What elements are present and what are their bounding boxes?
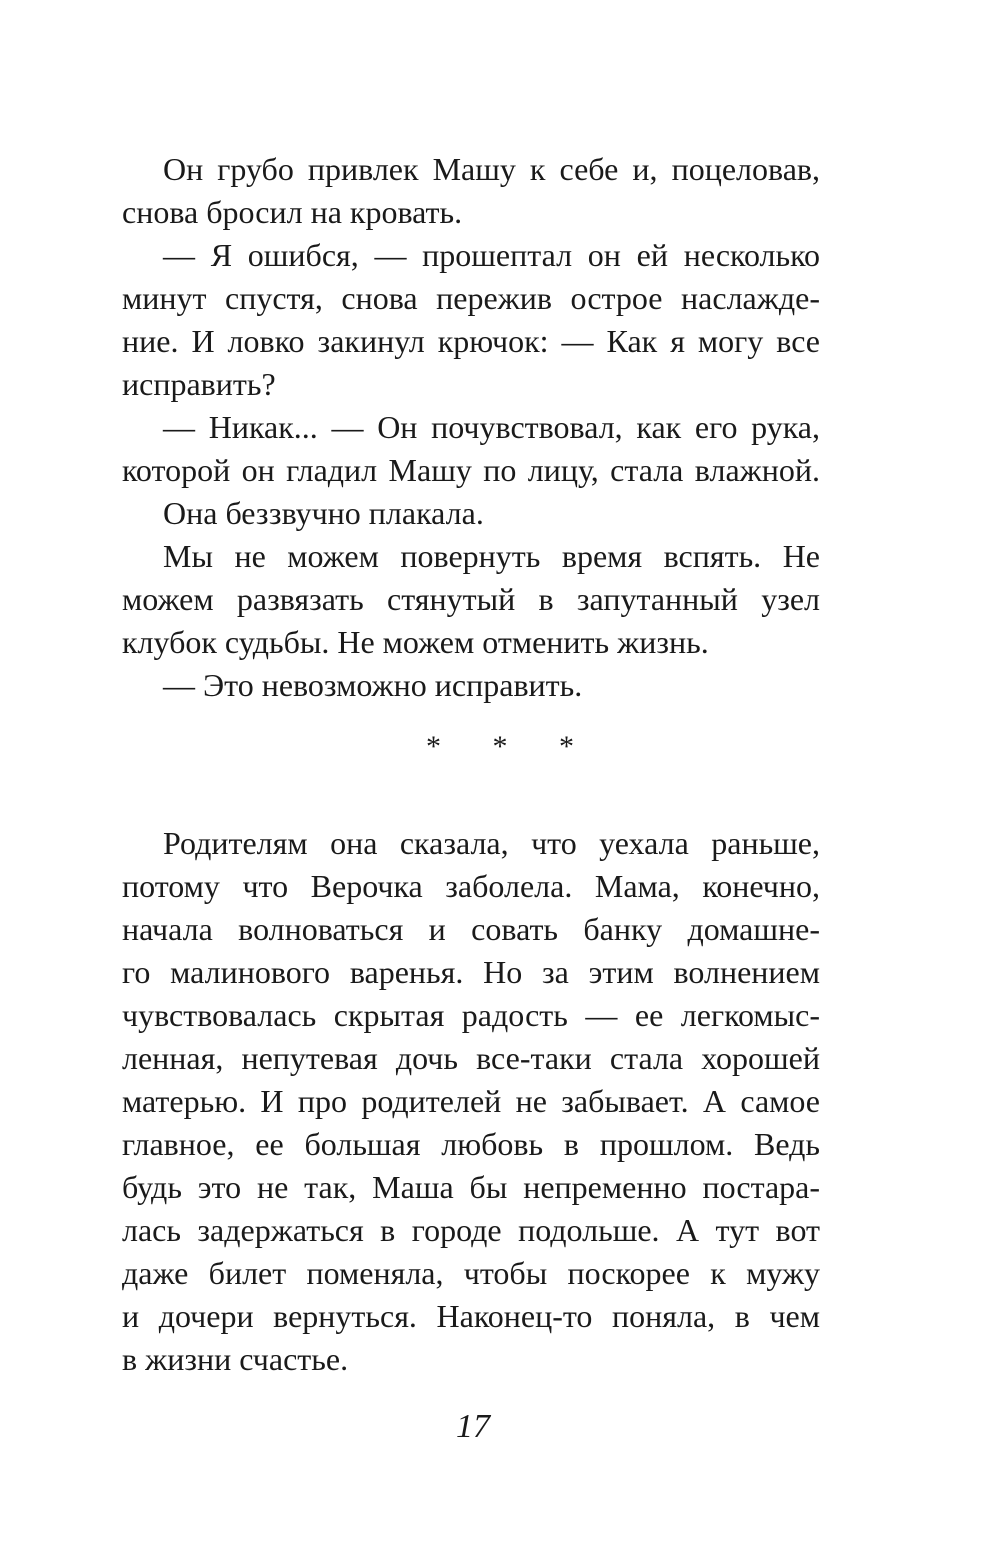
- section-separator: * * *: [426, 730, 596, 763]
- text-line: Она беззвучно плакала.: [163, 495, 484, 531]
- text-line: Родителям она сказала, что уехала раньше,: [163, 825, 820, 861]
- text-line: можем развязать стянутый в запутанный узел: [122, 581, 820, 617]
- text-line: лась задержаться в городе подольше. А тут вот: [122, 1212, 820, 1248]
- text-line: в жизни счастье.: [122, 1341, 349, 1377]
- text-line: ленная, непутевая дочь все-таки стала хорошей: [122, 1040, 820, 1076]
- text-line: — Никак... — Он почувствовал, как его рука,: [163, 409, 820, 445]
- text-line: которой он гладил Машу по лицу, стала влажной.: [122, 452, 820, 488]
- text-line: — Это невозможно исправить.: [163, 667, 583, 703]
- text-line: главное, ее большая любовь в прошлом. Ведь: [122, 1126, 820, 1162]
- text-line: ние. И ловко закинул крючок: — Как я могу все: [122, 323, 820, 359]
- text-line: будь это не так, Маша бы непременно постара-: [122, 1169, 820, 1205]
- text-line: — Я ошибся, — прошептал он ей несколько: [163, 237, 820, 273]
- text-line: Мы не можем повернуть время вспять. Не: [163, 538, 820, 574]
- text-line: клубок судьбы. Не можем отменить жизнь.: [122, 624, 709, 660]
- text-line: потому что Верочка заболела. Мама, конечно,: [122, 868, 820, 904]
- text-line: снова бросил на кровать.: [122, 194, 463, 230]
- text-line: го малинового варенья. Но за этим волнением: [122, 954, 820, 990]
- text-line: минут спустя, снова пережив острое наслажде-: [122, 280, 820, 316]
- text-line: и дочери вернуться. Наконец-то поняла, в чем: [122, 1298, 820, 1334]
- text-line: даже билет поменяла, чтобы поскорее к мужу: [122, 1255, 820, 1291]
- text-line: исправить?: [122, 366, 276, 402]
- text-block-1: [122, 148, 820, 707]
- text-block-2: [122, 822, 820, 1381]
- text-line: начала волноваться и совать банку домашне-: [122, 911, 820, 947]
- page-number: 17: [456, 1408, 490, 1445]
- text-line: чувствовалась скрытая радость — ее легкомыс-: [122, 997, 820, 1033]
- text-line: матерью. И про родителей не забывает. А самое: [122, 1083, 820, 1119]
- text-line: Он грубо привлек Машу к себе и, поцеловав,: [163, 151, 820, 187]
